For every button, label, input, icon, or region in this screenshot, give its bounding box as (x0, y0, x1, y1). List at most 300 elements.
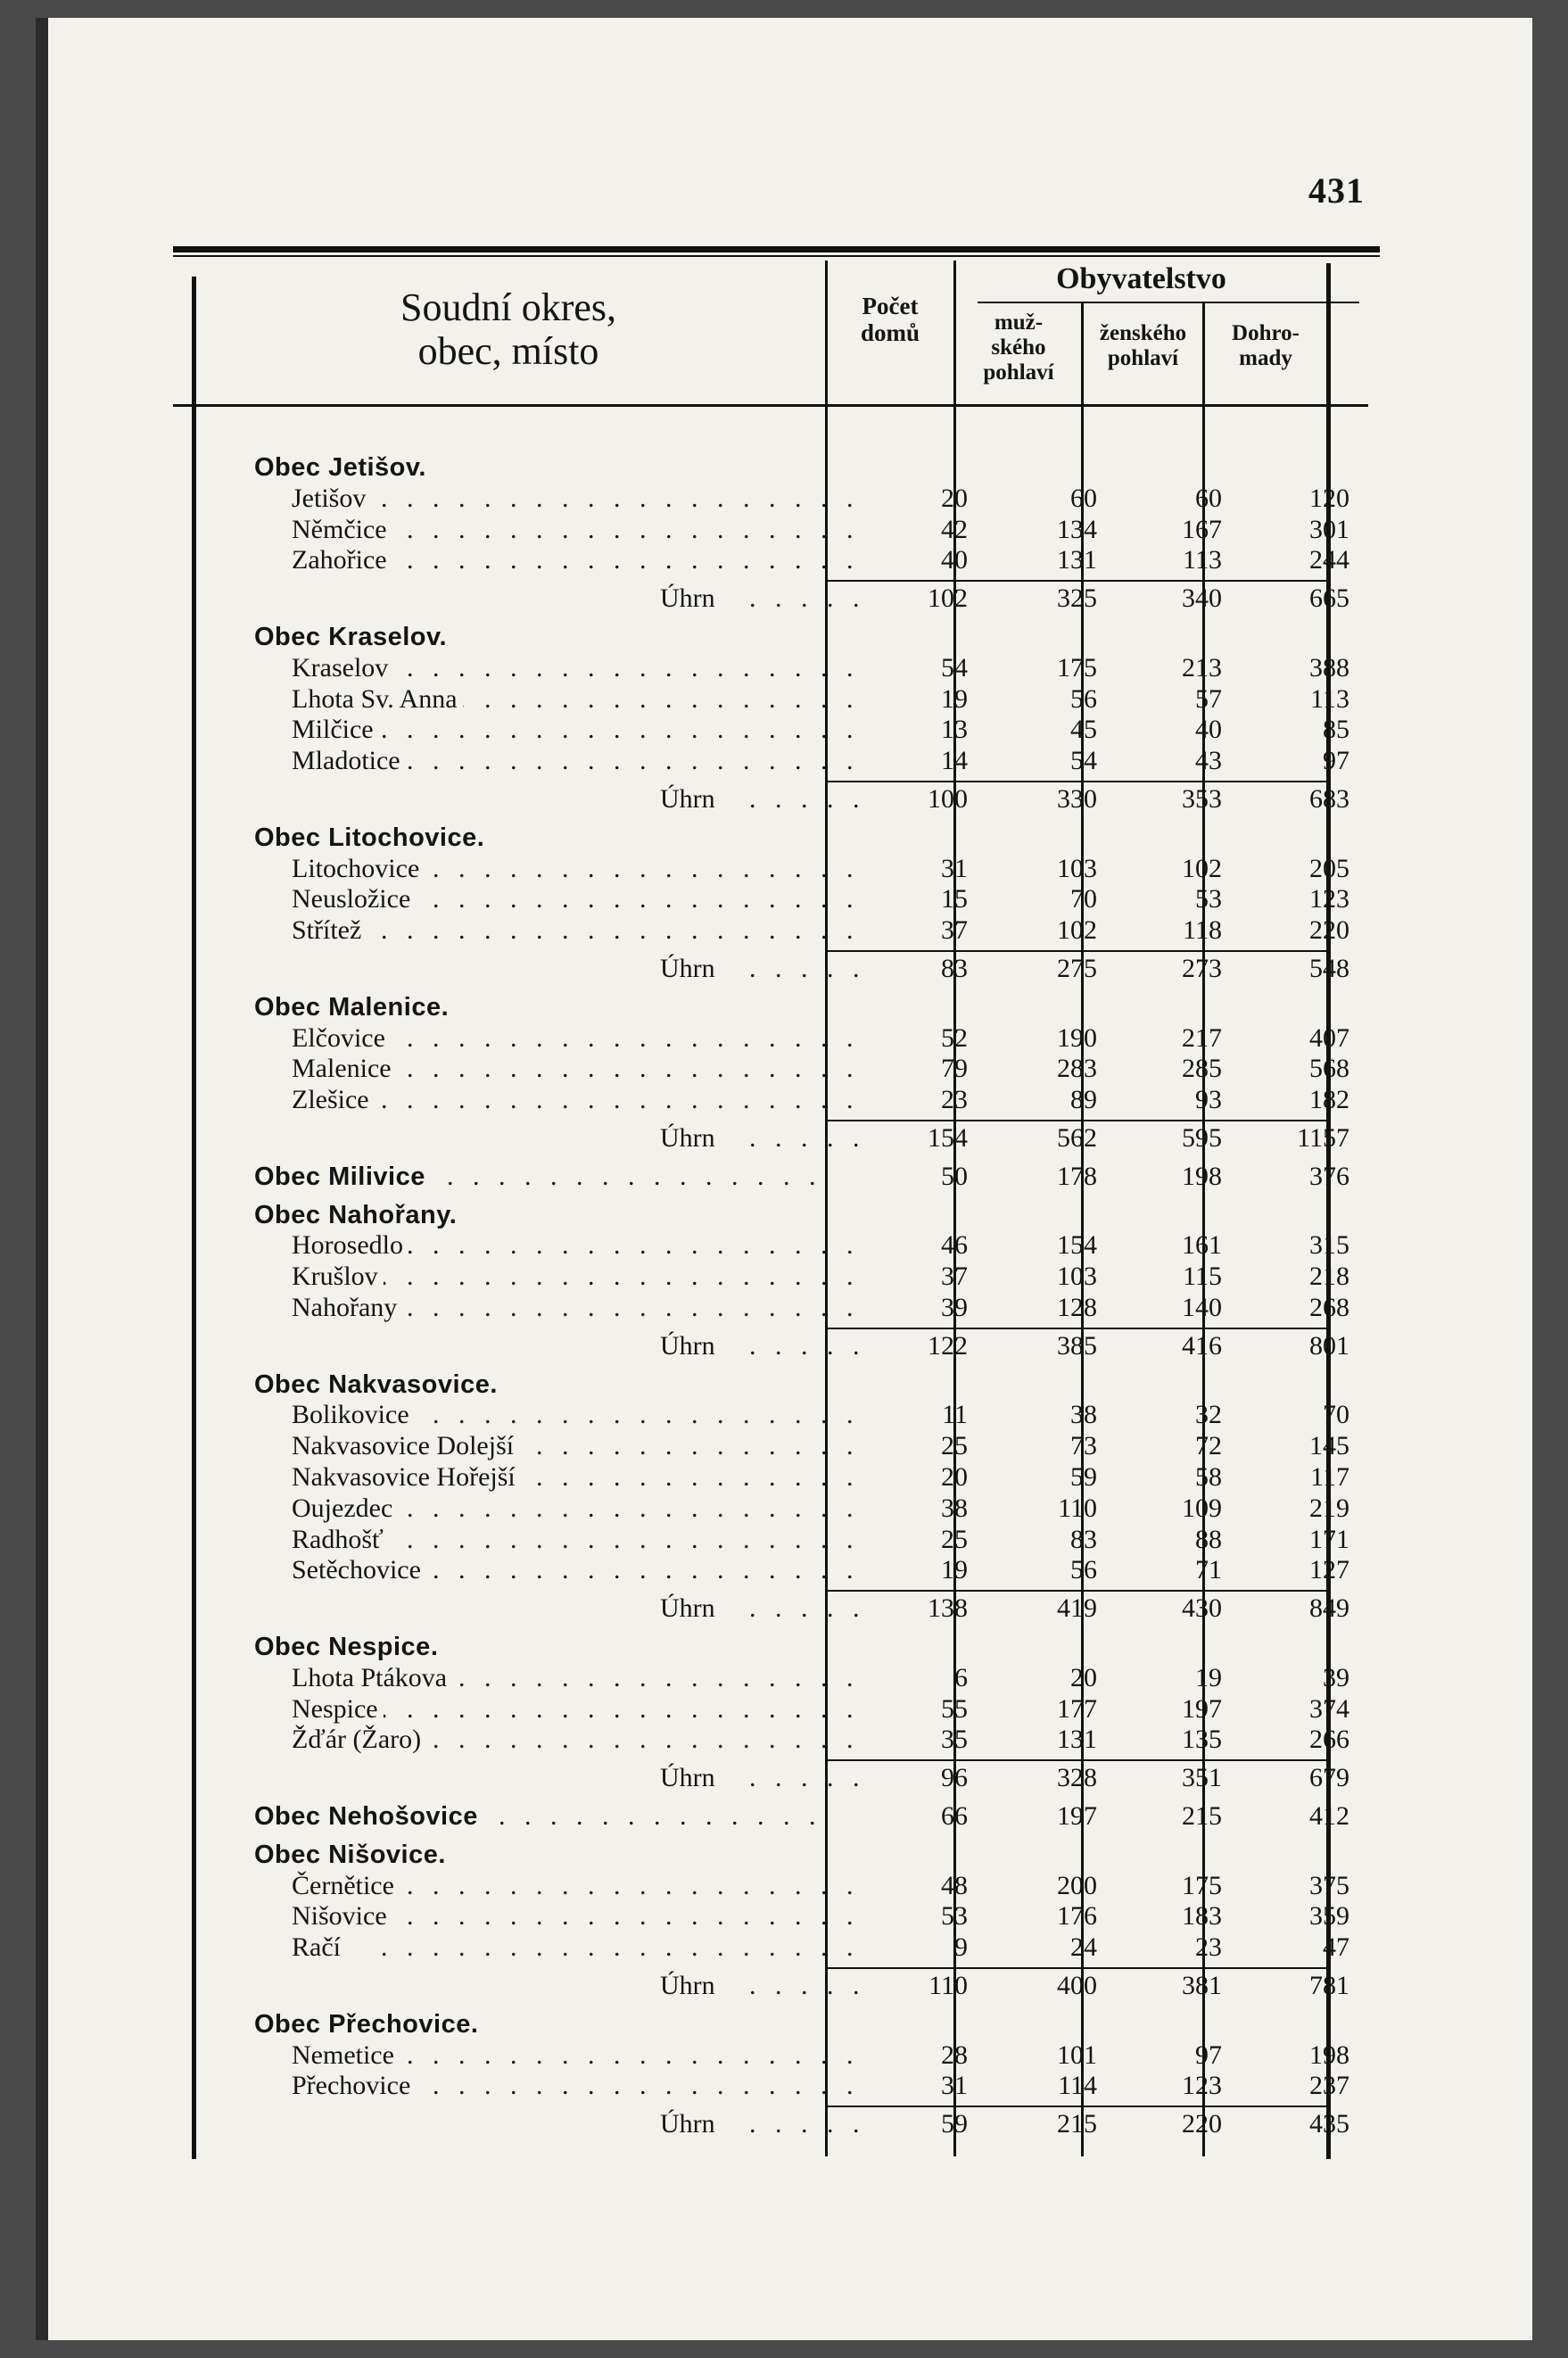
total-label: Úhrn (660, 1971, 721, 2000)
group-heading-row (36, 823, 1532, 853)
sum-rule (1084, 1590, 1202, 1592)
male-cell: 175 (1057, 652, 1097, 683)
total-label: Úhrn (660, 784, 721, 814)
houses-cell: 13 (941, 715, 968, 745)
houses-cell: 23 (941, 1085, 968, 1115)
table-row (36, 746, 1532, 776)
row-label (292, 545, 864, 575)
header-population: Obyvatelstvo (1056, 262, 1226, 295)
female-cell: 213 (1182, 652, 1222, 683)
row-label (292, 1901, 864, 1932)
female-cell: 97 (1195, 2039, 1222, 2070)
male-cell: 54 (1070, 746, 1097, 776)
row-label (292, 915, 864, 946)
houses-cell: 48 (941, 1870, 968, 1900)
table-row (36, 1694, 1532, 1725)
female-cell: 340 (1182, 583, 1222, 614)
row-label (254, 1801, 827, 1832)
male-cell: 283 (1057, 1054, 1097, 1084)
female-cell: 93 (1195, 1085, 1222, 1115)
table-row (36, 1901, 1532, 1932)
male-cell: 178 (1057, 1161, 1097, 1191)
table-row (36, 1871, 1532, 1901)
table-row (36, 915, 1532, 946)
sum-rule (828, 950, 953, 952)
male-cell: 60 (1070, 483, 1097, 513)
male-cell: 197 (1057, 1801, 1097, 1831)
row-label (292, 1725, 864, 1755)
row-label (254, 1632, 827, 1662)
place-name: Přechovice (292, 2071, 416, 2100)
place-name: Kraselov (292, 653, 393, 683)
houses-cell: 20 (941, 1462, 968, 1492)
female-cell: 19 (1195, 1662, 1222, 1692)
row-label (292, 515, 864, 545)
row-label (254, 992, 827, 1022)
place-name: Lhota Ptákova (292, 1663, 452, 1692)
female-cell: 220 (1182, 2109, 1222, 2139)
total-cell: 376 (1309, 1161, 1349, 1191)
female-cell: 215 (1182, 1801, 1222, 1831)
total-cell: 205 (1309, 853, 1349, 883)
male-cell: 83 (1070, 1524, 1097, 1554)
row-label (292, 746, 864, 776)
sum-rule (1205, 580, 1326, 582)
place-name: Žďár (Žaro) (292, 1725, 426, 1754)
page-number: 431 (1308, 170, 1365, 211)
total-label: Úhrn (660, 583, 721, 613)
total-cell: 568 (1309, 1054, 1349, 1084)
male-cell: 190 (1057, 1022, 1097, 1053)
female-cell: 53 (1195, 884, 1222, 914)
total-row (36, 1331, 1532, 1361)
male-cell: 330 (1057, 784, 1097, 814)
total-cell: 85 (1323, 715, 1349, 745)
header-place: Soudní okres, obec, místo (400, 285, 616, 374)
sum-rule (828, 2106, 953, 2107)
table-row (36, 1663, 1532, 1693)
total-label: Úhrn (660, 1763, 721, 1792)
female-cell: 40 (1195, 715, 1222, 745)
houses-cell: 35 (941, 1725, 968, 1755)
total-cell: 171 (1309, 1524, 1349, 1554)
table-row (36, 1293, 1532, 1323)
place-name: Nespice (292, 1694, 384, 1724)
place-name: Radhošť (292, 1525, 389, 1554)
total-cell: 665 (1309, 583, 1349, 614)
sum-rule (828, 1967, 953, 1969)
row-label (292, 1663, 864, 1693)
male-cell: 154 (1057, 1230, 1097, 1261)
total-row (36, 784, 1532, 815)
header-total: Dohro- mady (1232, 321, 1300, 370)
houses-cell: 54 (941, 652, 968, 683)
place-name: Zahořice (292, 545, 392, 575)
sum-rule (1205, 2106, 1326, 2107)
female-cell: 381 (1182, 1971, 1222, 2000)
page (36, 18, 1532, 2340)
table-row (36, 1262, 1532, 1292)
table-row (36, 1932, 1532, 1963)
table-row (36, 1555, 1532, 1585)
female-cell: 102 (1182, 853, 1222, 883)
row-label (292, 484, 864, 514)
houses-cell: 102 (928, 583, 968, 614)
houses-cell: 59 (941, 2109, 968, 2139)
total-cell: 359 (1309, 1901, 1349, 1932)
group-heading-row (36, 1632, 1532, 1662)
houses-cell: 38 (941, 1493, 968, 1523)
male-cell: 103 (1057, 1262, 1097, 1292)
total-cell: 145 (1309, 1431, 1349, 1461)
total-cell: 781 (1309, 1971, 1349, 2000)
sum-rule (1084, 950, 1202, 952)
houses-cell: 40 (941, 545, 968, 575)
houses-cell: 19 (941, 683, 968, 714)
houses-cell: 14 (941, 746, 968, 776)
total-cell: 683 (1309, 784, 1349, 814)
sum-rule (1084, 781, 1202, 782)
male-cell: 114 (1058, 2071, 1097, 2101)
place-name: Obec Nespice. (254, 1633, 443, 1661)
female-cell: 135 (1182, 1725, 1222, 1755)
row-label (292, 2040, 864, 2071)
row-label (292, 1431, 864, 1461)
sum-rule (1205, 1328, 1326, 1329)
place-name: Obec Přechovice. (254, 2010, 483, 2039)
male-cell: 56 (1070, 1555, 1097, 1585)
header-houses: Počet domů (860, 293, 920, 347)
houses-cell: 122 (928, 1330, 968, 1361)
male-cell: 101 (1057, 2039, 1097, 2070)
sum-rule (956, 2106, 1081, 2107)
place-name: Obec Nišovice. (254, 1841, 451, 1869)
total-cell: 374 (1309, 1693, 1349, 1724)
table-row (36, 684, 1532, 715)
sum-rule (956, 1328, 1081, 1329)
total-cell: 679 (1309, 1763, 1349, 1793)
row-label (254, 622, 827, 652)
houses-cell: 83 (941, 954, 968, 983)
houses-cell: 28 (941, 2039, 968, 2070)
row-label (254, 823, 827, 853)
sum-rule (828, 1759, 953, 1761)
place-name: Obec Milivice (254, 1162, 431, 1191)
place-name: Nemetice (292, 2040, 400, 2070)
place-name: Zlešice (292, 1085, 375, 1114)
male-cell: 328 (1057, 1763, 1097, 1793)
female-cell: 115 (1183, 1262, 1222, 1292)
table-row (36, 653, 1532, 683)
houses-cell: 100 (928, 784, 968, 814)
houses-cell: 31 (941, 853, 968, 883)
female-cell: 285 (1182, 1054, 1222, 1084)
row-label (254, 2009, 827, 2039)
male-cell: 419 (1057, 1593, 1097, 1624)
sum-rule (1205, 1967, 1326, 1969)
female-cell: 183 (1182, 1901, 1222, 1932)
male-cell: 385 (1057, 1330, 1097, 1361)
total-cell: 113 (1310, 683, 1349, 714)
row-label (292, 1054, 864, 1084)
male-cell: 215 (1057, 2109, 1097, 2139)
houses-cell: 96 (941, 1763, 968, 1793)
place-name: Střítež (292, 915, 367, 945)
group-heading-row (36, 1200, 1532, 1230)
place-name: Nakvasovice Hořejší (292, 1462, 521, 1492)
houses-cell: 154 (928, 1123, 968, 1153)
sum-rule (828, 1590, 953, 1592)
houses-cell: 138 (928, 1593, 968, 1624)
total-cell: 198 (1309, 2039, 1349, 2070)
female-cell: 167 (1182, 514, 1222, 544)
row-label (254, 452, 827, 483)
total-row (36, 2109, 1532, 2139)
row-label (660, 1763, 864, 1793)
sum-rule (1084, 1759, 1202, 1761)
male-cell: 200 (1057, 1870, 1097, 1900)
table-row (36, 2071, 1532, 2101)
houses-cell: 66 (941, 1801, 968, 1831)
place-name: Oujezdec (292, 1493, 398, 1523)
total-label: Úhrn (660, 1331, 721, 1361)
row-label (292, 1871, 864, 1901)
place-name: Obec Litochovice. (254, 823, 490, 852)
place-name: Milčice (292, 715, 379, 744)
row-label (292, 854, 864, 884)
total-cell: 266 (1309, 1725, 1349, 1755)
place-name: Litochovice (292, 854, 425, 883)
male-cell: 325 (1057, 583, 1097, 614)
female-cell: 140 (1182, 1293, 1222, 1322)
place-name: Černětice (292, 1871, 400, 1900)
houses-cell: 37 (941, 915, 968, 946)
sum-rule (828, 781, 953, 782)
male-cell: 20 (1070, 1662, 1097, 1692)
male-cell: 562 (1057, 1123, 1097, 1153)
total-row (36, 954, 1532, 984)
row-label (292, 1555, 864, 1585)
sum-rule (1084, 2106, 1202, 2107)
male-cell: 400 (1057, 1971, 1097, 2000)
total-cell: 315 (1309, 1230, 1349, 1261)
table-row (36, 1230, 1532, 1261)
houses-cell: 31 (941, 2071, 968, 2101)
houses-cell: 79 (941, 1054, 968, 1084)
sum-rule (956, 781, 1081, 782)
male-cell: 110 (1058, 1493, 1097, 1523)
place-name: Nahořany (292, 1293, 402, 1322)
total-cell: 412 (1309, 1801, 1349, 1831)
group-heading-row (36, 1162, 1532, 1192)
sum-rule (1205, 1759, 1326, 1761)
row-label (660, 1331, 864, 1361)
row-label (660, 583, 864, 614)
header-bottom-rule (173, 404, 1368, 407)
table-row (36, 1493, 1532, 1524)
group-heading-row (36, 452, 1532, 483)
female-cell: 72 (1195, 1431, 1222, 1461)
place-name: Obec Nakvasovice. (254, 1370, 503, 1399)
total-cell: 237 (1309, 2071, 1349, 2101)
row-label (254, 1840, 827, 1870)
place-name: Setěchovice (292, 1555, 426, 1584)
row-label (292, 1400, 864, 1430)
total-cell: 375 (1309, 1870, 1349, 1900)
female-cell: 58 (1195, 1462, 1222, 1492)
group-heading-row (36, 622, 1532, 652)
female-cell: 113 (1183, 545, 1222, 575)
table-row (36, 2040, 1532, 2071)
houses-cell: 6 (954, 1662, 968, 1692)
row-label (292, 1262, 864, 1292)
female-cell: 23 (1195, 1932, 1222, 1963)
group-heading-row (36, 2009, 1532, 2039)
place-name: Obec Malenice. (254, 993, 454, 1022)
total-cell: 301 (1309, 514, 1349, 544)
sum-rule (1084, 1328, 1202, 1329)
total-cell: 218 (1309, 1262, 1349, 1292)
female-cell: 198 (1182, 1161, 1222, 1191)
place-name: Němčice (292, 515, 392, 544)
sum-rule (956, 1967, 1081, 1969)
total-row (36, 583, 1532, 614)
houses-cell: 20 (941, 483, 968, 513)
male-cell: 89 (1070, 1085, 1097, 1115)
houses-cell: 39 (941, 1293, 968, 1322)
row-label (660, 2109, 864, 2139)
place-name: Mladotice (292, 746, 406, 775)
place-name: Horosedlo (292, 1230, 409, 1260)
female-cell: 595 (1182, 1123, 1222, 1153)
place-name: Neusložice (292, 884, 416, 914)
houses-cell: 55 (941, 1693, 968, 1724)
group-heading-row (36, 1801, 1532, 1832)
group-heading-row (36, 1840, 1532, 1870)
total-cell: 244 (1309, 545, 1349, 575)
row-label (292, 884, 864, 914)
sum-rule (1084, 580, 1202, 582)
female-cell: 175 (1182, 1870, 1222, 1900)
female-cell: 273 (1182, 954, 1222, 983)
row-label (660, 784, 864, 815)
place-name: Nišovice (292, 1901, 392, 1931)
female-cell: 43 (1195, 746, 1222, 776)
sum-rule (828, 1120, 953, 1121)
total-cell: 801 (1309, 1330, 1349, 1361)
place-name: Elčovice (292, 1023, 391, 1053)
total-cell: 849 (1309, 1593, 1349, 1624)
houses-cell: 52 (941, 1022, 968, 1053)
total-row (36, 1763, 1532, 1793)
place-name: Malenice (292, 1054, 397, 1083)
sum-rule (956, 1759, 1081, 1761)
total-row (36, 1593, 1532, 1624)
total-label: Úhrn (660, 954, 721, 983)
group-heading-row (36, 992, 1532, 1022)
sum-rule (956, 950, 1081, 952)
row-label (660, 954, 864, 984)
total-cell: 388 (1309, 652, 1349, 683)
sum-rule (956, 580, 1081, 582)
female-cell: 161 (1182, 1230, 1222, 1261)
male-cell: 103 (1057, 853, 1097, 883)
table-row (36, 545, 1532, 575)
male-cell: 56 (1070, 683, 1097, 714)
row-label (292, 1230, 864, 1261)
total-row (36, 1971, 1532, 2001)
total-label: Úhrn (660, 2109, 721, 2139)
total-label: Úhrn (660, 1123, 721, 1153)
houses-cell: 42 (941, 514, 968, 544)
total-cell: 220 (1309, 915, 1349, 946)
total-cell: 123 (1309, 884, 1349, 914)
total-cell: 548 (1309, 954, 1349, 983)
female-cell: 57 (1195, 683, 1222, 714)
sum-rule (1205, 1590, 1326, 1592)
houses-cell: 25 (941, 1431, 968, 1461)
houses-cell: 37 (941, 1262, 968, 1292)
houses-cell: 53 (941, 1901, 968, 1932)
place-name: Lhota Sv. Anna (292, 684, 463, 714)
total-cell: 407 (1309, 1022, 1349, 1053)
male-cell: 45 (1070, 715, 1097, 745)
table-row (36, 1431, 1532, 1461)
place-name: Obec Kraselov. (254, 623, 452, 651)
row-label (292, 1525, 864, 1555)
houses-cell: 25 (941, 1524, 968, 1554)
sum-rule (1084, 1120, 1202, 1121)
female-cell: 88 (1195, 1524, 1222, 1554)
row-label (254, 1369, 827, 1400)
houses-cell: 9 (954, 1932, 968, 1963)
sum-rule (1205, 781, 1326, 782)
sum-rule (1084, 1967, 1202, 1969)
place-name: Krušlov (292, 1262, 384, 1291)
total-cell: 97 (1323, 746, 1349, 776)
table-row (36, 715, 1532, 745)
total-cell: 70 (1323, 1400, 1349, 1430)
houses-cell: 19 (941, 1555, 968, 1585)
population-rule (978, 302, 1359, 303)
total-label: Úhrn (660, 1593, 721, 1623)
header-male: muž- ského pohlaví (983, 310, 1054, 385)
male-cell: 59 (1070, 1462, 1097, 1492)
table-row (36, 1023, 1532, 1054)
female-cell: 123 (1182, 2071, 1222, 2101)
total-row (36, 1123, 1532, 1154)
total-cell: 182 (1309, 1085, 1349, 1115)
row-label (292, 1932, 864, 1963)
row-label (660, 1971, 864, 2001)
row-label (292, 715, 864, 745)
female-cell: 430 (1182, 1593, 1222, 1624)
sum-rule (956, 1120, 1081, 1121)
place-name: Jetišov (292, 484, 371, 513)
female-cell: 197 (1182, 1693, 1222, 1724)
male-cell: 70 (1070, 884, 1097, 914)
total-cell: 1157 (1297, 1123, 1349, 1153)
female-cell: 118 (1183, 915, 1222, 946)
male-cell: 177 (1057, 1693, 1097, 1724)
total-cell: 127 (1309, 1555, 1349, 1585)
row-label (292, 684, 864, 715)
row-label (292, 1293, 864, 1323)
table-row (36, 1054, 1532, 1084)
row-label (660, 1593, 864, 1624)
male-cell: 176 (1057, 1901, 1097, 1932)
row-label (292, 1085, 864, 1115)
